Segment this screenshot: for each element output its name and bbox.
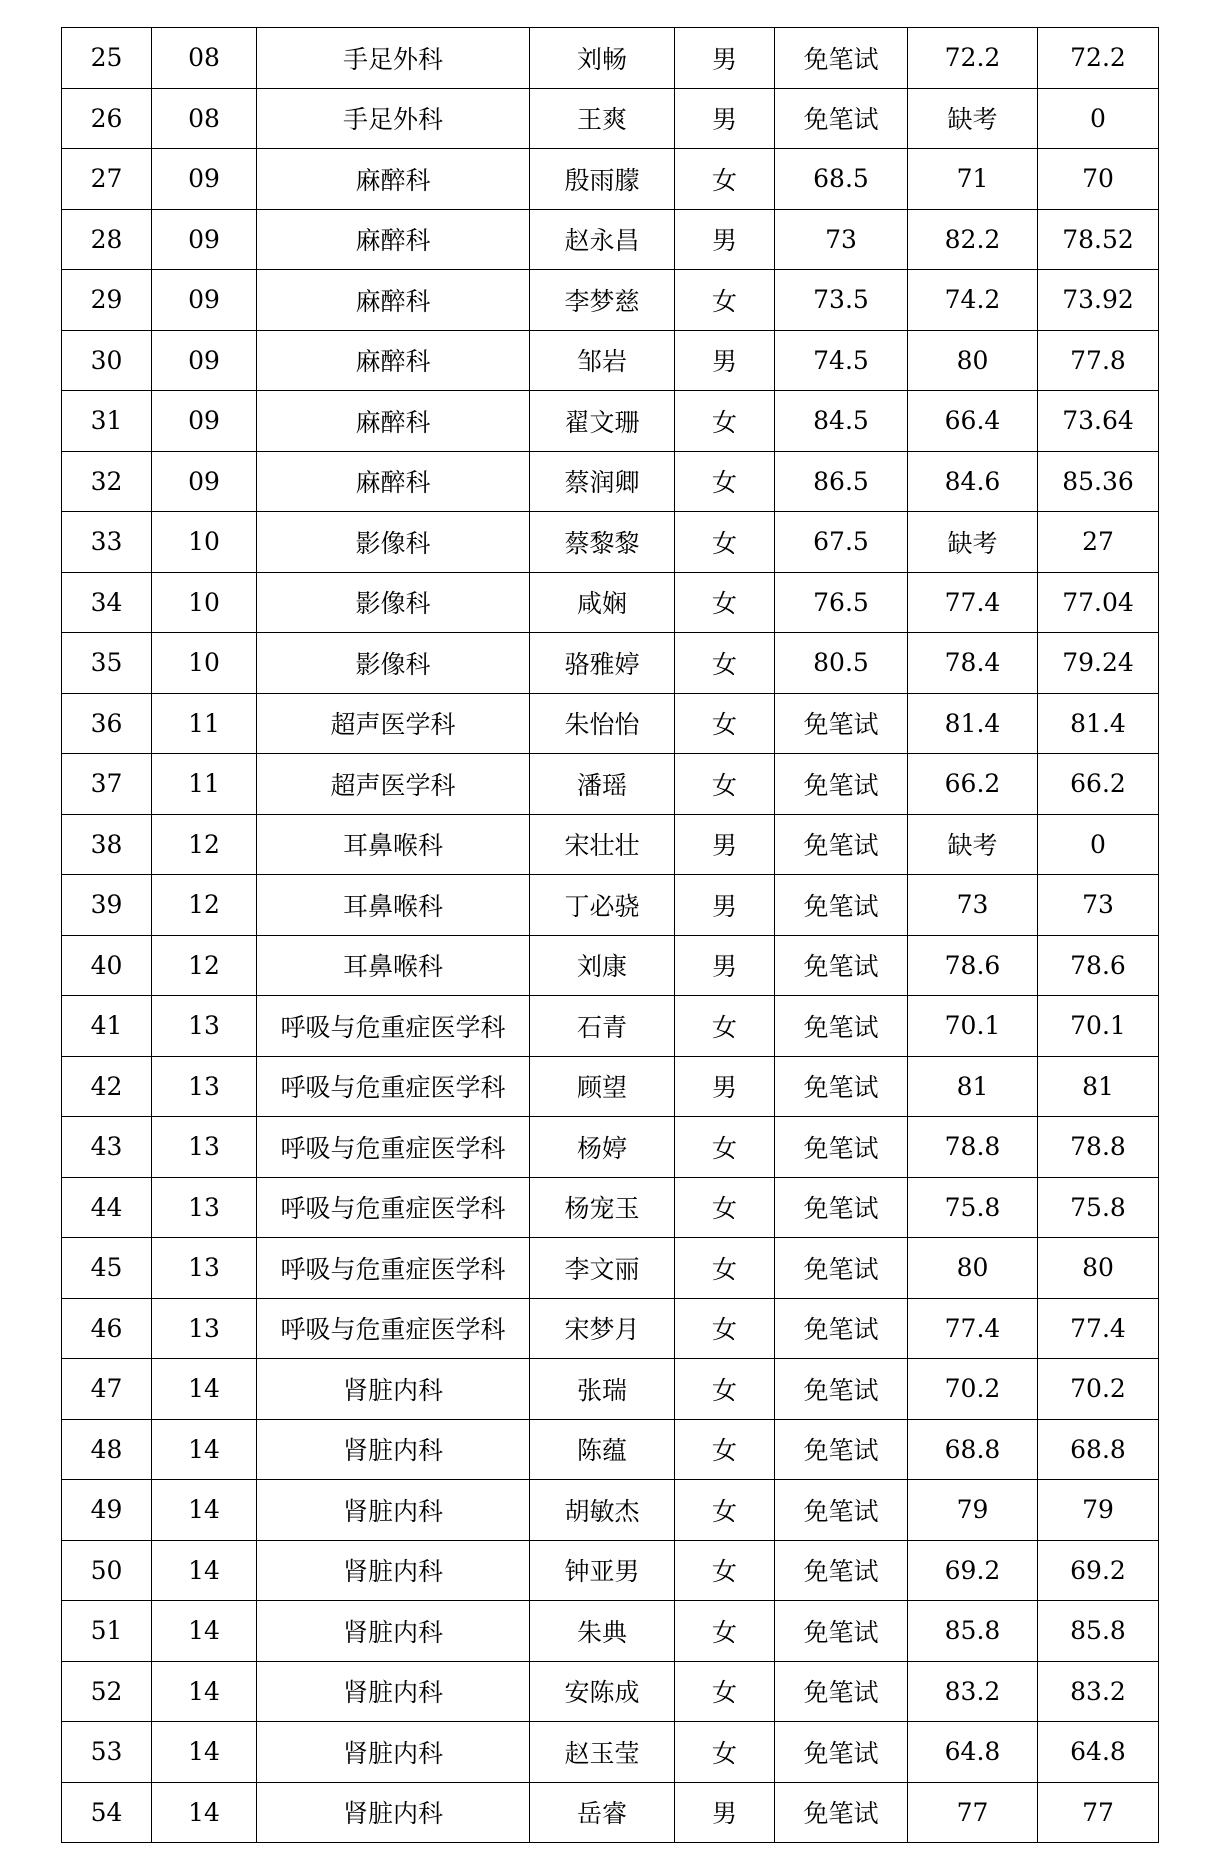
position-code-cell: 14 <box>152 1661 257 1722</box>
written-score-cell: 免笔试 <box>775 1480 908 1541</box>
table-row <box>62 1056 1159 1117</box>
department-cell: 肾脏内科 <box>257 1359 530 1420</box>
department-cell: 麻醉科 <box>257 270 530 331</box>
gender-cell: 女 <box>675 512 775 573</box>
table-row <box>62 512 1159 573</box>
seq-cell: 26 <box>62 88 152 149</box>
interview-score-cell: 缺考 <box>908 814 1038 875</box>
seq-cell: 25 <box>62 28 152 89</box>
gender-cell: 女 <box>675 391 775 452</box>
table-row <box>62 996 1159 1057</box>
seq-cell: 51 <box>62 1601 152 1662</box>
seq-cell: 43 <box>62 1117 152 1178</box>
written-score-cell: 免笔试 <box>775 935 908 996</box>
position-code-cell: 12 <box>152 875 257 936</box>
total-score-cell: 83.2 <box>1038 1661 1159 1722</box>
seq-cell: 31 <box>62 391 152 452</box>
gender-cell: 女 <box>675 1298 775 1359</box>
position-code-cell: 13 <box>152 1298 257 1359</box>
written-score-cell: 免笔试 <box>775 1419 908 1480</box>
position-code-cell: 11 <box>152 693 257 754</box>
position-code-cell: 10 <box>152 633 257 694</box>
table-row <box>62 1661 1159 1722</box>
gender-cell: 男 <box>675 875 775 936</box>
total-score-cell: 77.4 <box>1038 1298 1159 1359</box>
written-score-cell: 84.5 <box>775 391 908 452</box>
seq-cell: 41 <box>62 996 152 1057</box>
written-score-cell: 68.5 <box>775 149 908 210</box>
department-cell: 肾脏内科 <box>257 1480 530 1541</box>
department-cell: 呼吸与危重症医学科 <box>257 996 530 1057</box>
candidate-name-cell: 潘瑶 <box>530 754 675 815</box>
seq-cell: 37 <box>62 754 152 815</box>
seq-cell: 36 <box>62 693 152 754</box>
gender-cell: 男 <box>675 330 775 391</box>
total-score-cell: 81.4 <box>1038 693 1159 754</box>
gender-cell: 女 <box>675 572 775 633</box>
seq-cell: 53 <box>62 1722 152 1783</box>
total-score-cell: 70.2 <box>1038 1359 1159 1420</box>
position-code-cell: 13 <box>152 996 257 1057</box>
interview-score-cell: 81.4 <box>908 693 1038 754</box>
total-score-cell: 85.8 <box>1038 1601 1159 1662</box>
interview-score-cell: 68.8 <box>908 1419 1038 1480</box>
interview-score-cell: 66.4 <box>908 391 1038 452</box>
total-score-cell: 78.6 <box>1038 935 1159 996</box>
interview-score-cell: 71 <box>908 149 1038 210</box>
seq-cell: 49 <box>62 1480 152 1541</box>
gender-cell: 男 <box>675 1056 775 1117</box>
total-score-cell: 75.8 <box>1038 1177 1159 1238</box>
seq-cell: 38 <box>62 814 152 875</box>
written-score-cell: 免笔试 <box>775 1177 908 1238</box>
written-score-cell: 免笔试 <box>775 28 908 89</box>
table-row <box>62 1298 1159 1359</box>
department-cell: 麻醉科 <box>257 330 530 391</box>
table-row <box>62 451 1159 512</box>
interview-score-cell: 80 <box>908 1238 1038 1299</box>
candidate-name-cell: 丁必骁 <box>530 875 675 936</box>
seq-cell: 42 <box>62 1056 152 1117</box>
department-cell: 耳鼻喉科 <box>257 935 530 996</box>
position-code-cell: 08 <box>152 88 257 149</box>
interview-score-cell: 78.6 <box>908 935 1038 996</box>
written-score-cell: 免笔试 <box>775 996 908 1057</box>
department-cell: 呼吸与危重症医学科 <box>257 1117 530 1178</box>
total-score-cell: 77 <box>1038 1782 1159 1843</box>
interview-score-cell: 84.6 <box>908 451 1038 512</box>
department-cell: 手足外科 <box>257 88 530 149</box>
table-row <box>62 1177 1159 1238</box>
gender-cell: 女 <box>675 1540 775 1601</box>
department-cell: 手足外科 <box>257 28 530 89</box>
total-score-cell: 66.2 <box>1038 754 1159 815</box>
position-code-cell: 14 <box>152 1480 257 1541</box>
position-code-cell: 13 <box>152 1238 257 1299</box>
written-score-cell: 免笔试 <box>775 814 908 875</box>
department-cell: 呼吸与危重症医学科 <box>257 1056 530 1117</box>
seq-cell: 27 <box>62 149 152 210</box>
candidate-name-cell: 翟文珊 <box>530 391 675 452</box>
written-score-cell: 67.5 <box>775 512 908 573</box>
total-score-cell: 73.92 <box>1038 270 1159 331</box>
interview-score-cell: 77.4 <box>908 572 1038 633</box>
table-row <box>62 1359 1159 1420</box>
department-cell: 呼吸与危重症医学科 <box>257 1298 530 1359</box>
gender-cell: 男 <box>675 814 775 875</box>
candidate-name-cell: 朱怡怡 <box>530 693 675 754</box>
position-code-cell: 14 <box>152 1601 257 1662</box>
written-score-cell: 80.5 <box>775 633 908 694</box>
position-code-cell: 14 <box>152 1540 257 1601</box>
seq-cell: 29 <box>62 270 152 331</box>
seq-cell: 35 <box>62 633 152 694</box>
table-row <box>62 814 1159 875</box>
total-score-cell: 70 <box>1038 149 1159 210</box>
table-row <box>62 1117 1159 1178</box>
department-cell: 影像科 <box>257 512 530 573</box>
total-score-cell: 0 <box>1038 88 1159 149</box>
gender-cell: 女 <box>675 451 775 512</box>
total-score-cell: 64.8 <box>1038 1722 1159 1783</box>
interview-score-cell: 75.8 <box>908 1177 1038 1238</box>
gender-cell: 女 <box>675 1601 775 1662</box>
total-score-cell: 27 <box>1038 512 1159 573</box>
written-score-cell: 73.5 <box>775 270 908 331</box>
position-code-cell: 08 <box>152 28 257 89</box>
seq-cell: 45 <box>62 1238 152 1299</box>
candidate-name-cell: 杨婷 <box>530 1117 675 1178</box>
table-row <box>62 330 1159 391</box>
total-score-cell: 77.04 <box>1038 572 1159 633</box>
gender-cell: 男 <box>675 935 775 996</box>
department-cell: 麻醉科 <box>257 149 530 210</box>
written-score-cell: 免笔试 <box>775 1782 908 1843</box>
seq-cell: 28 <box>62 209 152 270</box>
department-cell: 麻醉科 <box>257 209 530 270</box>
interview-score-cell: 78.4 <box>908 633 1038 694</box>
interview-score-cell: 69.2 <box>908 1540 1038 1601</box>
written-score-cell: 免笔试 <box>775 1056 908 1117</box>
table-row <box>62 693 1159 754</box>
department-cell: 肾脏内科 <box>257 1540 530 1601</box>
department-cell: 超声医学科 <box>257 693 530 754</box>
gender-cell: 女 <box>675 1722 775 1783</box>
candidate-name-cell: 咸娴 <box>530 572 675 633</box>
candidate-name-cell: 杨宠玉 <box>530 1177 675 1238</box>
table-row <box>62 1419 1159 1480</box>
department-cell: 影像科 <box>257 633 530 694</box>
written-score-cell: 免笔试 <box>775 88 908 149</box>
interview-score-cell: 80 <box>908 330 1038 391</box>
department-cell: 呼吸与危重症医学科 <box>257 1238 530 1299</box>
written-score-cell: 免笔试 <box>775 875 908 936</box>
department-cell: 肾脏内科 <box>257 1722 530 1783</box>
total-score-cell: 81 <box>1038 1056 1159 1117</box>
department-cell: 呼吸与危重症医学科 <box>257 1177 530 1238</box>
written-score-cell: 免笔试 <box>775 1117 908 1178</box>
written-score-cell: 免笔试 <box>775 1298 908 1359</box>
written-score-cell: 免笔试 <box>775 693 908 754</box>
candidate-name-cell: 钟亚男 <box>530 1540 675 1601</box>
written-score-cell: 73 <box>775 209 908 270</box>
gender-cell: 女 <box>675 1661 775 1722</box>
position-code-cell: 09 <box>152 330 257 391</box>
candidate-name-cell: 蔡润卿 <box>530 451 675 512</box>
candidate-name-cell: 邹岩 <box>530 330 675 391</box>
seq-cell: 34 <box>62 572 152 633</box>
table-row <box>62 935 1159 996</box>
total-score-cell: 73 <box>1038 875 1159 936</box>
candidate-name-cell: 赵永昌 <box>530 209 675 270</box>
written-score-cell: 免笔试 <box>775 1601 908 1662</box>
interview-score-cell: 82.2 <box>908 209 1038 270</box>
position-code-cell: 10 <box>152 572 257 633</box>
score-table <box>61 27 1159 1843</box>
seq-cell: 50 <box>62 1540 152 1601</box>
position-code-cell: 09 <box>152 451 257 512</box>
candidate-name-cell: 宋梦月 <box>530 1298 675 1359</box>
candidate-name-cell: 王爽 <box>530 88 675 149</box>
candidate-name-cell: 陈蕴 <box>530 1419 675 1480</box>
department-cell: 麻醉科 <box>257 391 530 452</box>
position-code-cell: 10 <box>152 512 257 573</box>
interview-score-cell: 66.2 <box>908 754 1038 815</box>
position-code-cell: 09 <box>152 391 257 452</box>
candidate-name-cell: 张瑞 <box>530 1359 675 1420</box>
candidate-name-cell: 石青 <box>530 996 675 1057</box>
gender-cell: 女 <box>675 1419 775 1480</box>
gender-cell: 女 <box>675 1238 775 1299</box>
total-score-cell: 70.1 <box>1038 996 1159 1057</box>
total-score-cell: 73.64 <box>1038 391 1159 452</box>
candidate-name-cell: 顾望 <box>530 1056 675 1117</box>
gender-cell: 女 <box>675 1480 775 1541</box>
table-row <box>62 88 1159 149</box>
seq-cell: 40 <box>62 935 152 996</box>
interview-score-cell: 77.4 <box>908 1298 1038 1359</box>
table-row <box>62 754 1159 815</box>
interview-score-cell: 85.8 <box>908 1601 1038 1662</box>
position-code-cell: 14 <box>152 1359 257 1420</box>
gender-cell: 男 <box>675 209 775 270</box>
total-score-cell: 0 <box>1038 814 1159 875</box>
gender-cell: 女 <box>675 270 775 331</box>
total-score-cell: 79.24 <box>1038 633 1159 694</box>
position-code-cell: 09 <box>152 270 257 331</box>
position-code-cell: 09 <box>152 209 257 270</box>
gender-cell: 女 <box>675 633 775 694</box>
table-row <box>62 1782 1159 1843</box>
gender-cell: 女 <box>675 754 775 815</box>
gender-cell: 女 <box>675 1177 775 1238</box>
written-score-cell: 86.5 <box>775 451 908 512</box>
department-cell: 耳鼻喉科 <box>257 814 530 875</box>
table-row <box>62 1722 1159 1783</box>
candidate-name-cell: 李文丽 <box>530 1238 675 1299</box>
gender-cell: 女 <box>675 149 775 210</box>
candidate-name-cell: 胡敏杰 <box>530 1480 675 1541</box>
position-code-cell: 13 <box>152 1117 257 1178</box>
interview-score-cell: 缺考 <box>908 88 1038 149</box>
interview-score-cell: 72.2 <box>908 28 1038 89</box>
department-cell: 肾脏内科 <box>257 1419 530 1480</box>
candidate-name-cell: 朱典 <box>530 1601 675 1662</box>
department-cell: 耳鼻喉科 <box>257 875 530 936</box>
total-score-cell: 68.8 <box>1038 1419 1159 1480</box>
candidate-name-cell: 李梦慈 <box>530 270 675 331</box>
candidate-name-cell: 刘康 <box>530 935 675 996</box>
position-code-cell: 14 <box>152 1782 257 1843</box>
department-cell: 肾脏内科 <box>257 1661 530 1722</box>
total-score-cell: 72.2 <box>1038 28 1159 89</box>
interview-score-cell: 79 <box>908 1480 1038 1541</box>
written-score-cell: 免笔试 <box>775 1722 908 1783</box>
written-score-cell: 免笔试 <box>775 1540 908 1601</box>
position-code-cell: 12 <box>152 814 257 875</box>
gender-cell: 女 <box>675 1117 775 1178</box>
interview-score-cell: 73 <box>908 875 1038 936</box>
seq-cell: 52 <box>62 1661 152 1722</box>
total-score-cell: 80 <box>1038 1238 1159 1299</box>
department-cell: 麻醉科 <box>257 451 530 512</box>
interview-score-cell: 64.8 <box>908 1722 1038 1783</box>
position-code-cell: 12 <box>152 935 257 996</box>
interview-score-cell: 缺考 <box>908 512 1038 573</box>
seq-cell: 47 <box>62 1359 152 1420</box>
candidate-name-cell: 殷雨朦 <box>530 149 675 210</box>
gender-cell: 男 <box>675 88 775 149</box>
seq-cell: 32 <box>62 451 152 512</box>
table-row <box>62 1238 1159 1299</box>
interview-score-cell: 81 <box>908 1056 1038 1117</box>
table-row <box>62 875 1159 936</box>
total-score-cell: 85.36 <box>1038 451 1159 512</box>
department-cell: 超声医学科 <box>257 754 530 815</box>
table-row <box>62 1480 1159 1541</box>
score-table-body <box>62 28 1159 1843</box>
seq-cell: 54 <box>62 1782 152 1843</box>
interview-score-cell: 83.2 <box>908 1661 1038 1722</box>
department-cell: 影像科 <box>257 572 530 633</box>
written-score-cell: 免笔试 <box>775 1359 908 1420</box>
written-score-cell: 免笔试 <box>775 754 908 815</box>
department-cell: 肾脏内科 <box>257 1601 530 1662</box>
interview-score-cell: 77 <box>908 1782 1038 1843</box>
gender-cell: 男 <box>675 1782 775 1843</box>
total-score-cell: 78.8 <box>1038 1117 1159 1178</box>
position-code-cell: 14 <box>152 1419 257 1480</box>
written-score-cell: 免笔试 <box>775 1238 908 1299</box>
table-row <box>62 1540 1159 1601</box>
table-row <box>62 633 1159 694</box>
table-row <box>62 209 1159 270</box>
candidate-name-cell: 宋壮壮 <box>530 814 675 875</box>
written-score-cell: 免笔试 <box>775 1661 908 1722</box>
interview-score-cell: 74.2 <box>908 270 1038 331</box>
total-score-cell: 77.8 <box>1038 330 1159 391</box>
candidate-name-cell: 赵玉莹 <box>530 1722 675 1783</box>
total-score-cell: 79 <box>1038 1480 1159 1541</box>
interview-score-cell: 78.8 <box>908 1117 1038 1178</box>
table-row <box>62 28 1159 89</box>
written-score-cell: 76.5 <box>775 572 908 633</box>
total-score-cell: 78.52 <box>1038 209 1159 270</box>
candidate-name-cell: 刘畅 <box>530 28 675 89</box>
table-row <box>62 1601 1159 1662</box>
seq-cell: 33 <box>62 512 152 573</box>
seq-cell: 48 <box>62 1419 152 1480</box>
candidate-name-cell: 安陈成 <box>530 1661 675 1722</box>
written-score-cell: 74.5 <box>775 330 908 391</box>
gender-cell: 女 <box>675 996 775 1057</box>
position-code-cell: 11 <box>152 754 257 815</box>
department-cell: 肾脏内科 <box>257 1782 530 1843</box>
seq-cell: 44 <box>62 1177 152 1238</box>
table-row <box>62 270 1159 331</box>
seq-cell: 30 <box>62 330 152 391</box>
candidate-name-cell: 骆雅婷 <box>530 633 675 694</box>
seq-cell: 39 <box>62 875 152 936</box>
seq-cell: 46 <box>62 1298 152 1359</box>
gender-cell: 男 <box>675 28 775 89</box>
total-score-cell: 69.2 <box>1038 1540 1159 1601</box>
candidate-name-cell: 岳睿 <box>530 1782 675 1843</box>
position-code-cell: 13 <box>152 1056 257 1117</box>
interview-score-cell: 70.1 <box>908 996 1038 1057</box>
position-code-cell: 13 <box>152 1177 257 1238</box>
gender-cell: 女 <box>675 693 775 754</box>
position-code-cell: 09 <box>152 149 257 210</box>
interview-score-cell: 70.2 <box>908 1359 1038 1420</box>
table-row <box>62 149 1159 210</box>
table-row <box>62 572 1159 633</box>
position-code-cell: 14 <box>152 1722 257 1783</box>
candidate-name-cell: 蔡黎黎 <box>530 512 675 573</box>
table-row <box>62 391 1159 452</box>
gender-cell: 女 <box>675 1359 775 1420</box>
